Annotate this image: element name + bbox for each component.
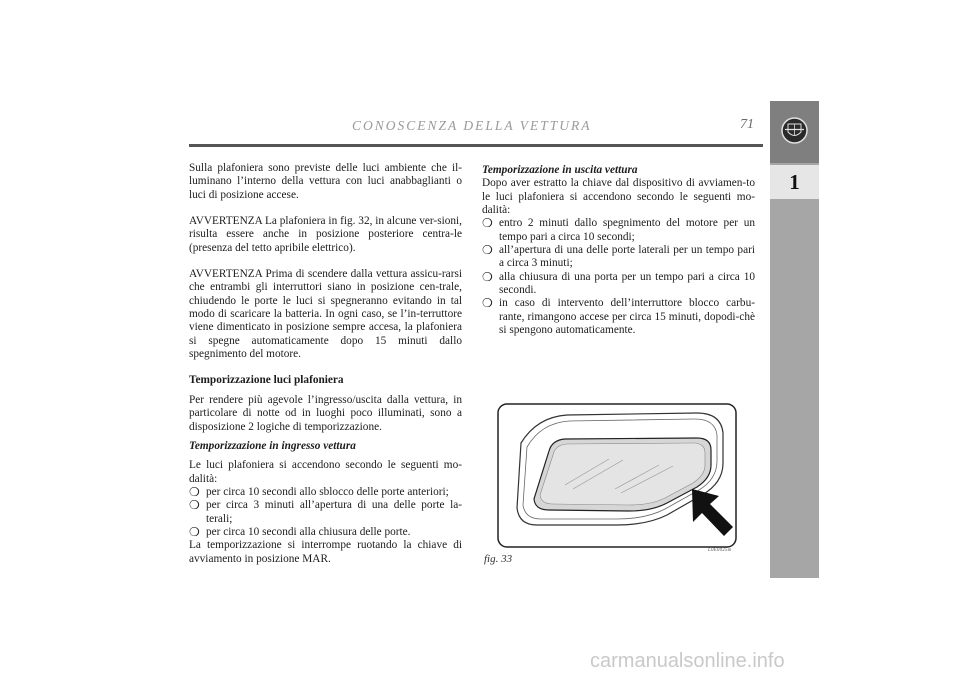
bullet-icon: ❍ — [482, 296, 493, 311]
right-column — [482, 164, 755, 337]
left-column — [189, 162, 462, 566]
chapter-number: 1 — [770, 165, 819, 199]
page-number: 71 — [740, 117, 754, 132]
logo-box — [770, 101, 819, 163]
figure-code: L0E0025m — [708, 548, 732, 553]
paragraph: Le luci plafoniera si accendono secondo le seguenti mo-dalità: — [189, 459, 462, 485]
page-header-title: CONOSCENZA DELLA VETTURA — [352, 118, 592, 133]
paragraph: Per rendere più agevole l’ingresso/uscita dalla vettura, in particolare di notte od in luoghi poco illuminati, sono a disposizione 2 logiche di temporizzazione. — [189, 393, 462, 433]
list-item — [482, 297, 755, 337]
list-item-text: in caso di intervento dell’interruttore blocco carbu-rante, rimangono accese per circa 15 minuti, dopodi-chè si spengono automaticamente. — [499, 297, 755, 337]
figure-illustration — [497, 403, 737, 548]
list-item-text: entro 2 minuti dallo spegnimento del motore per un tempo pari a circa 10 secondi; — [499, 217, 755, 243]
list-item — [482, 244, 755, 271]
list-item-text: per circa 10 secondi allo sblocco delle porte anteriori; — [206, 485, 449, 498]
subsection-heading: Temporizzazione in ingresso vettura — [189, 439, 356, 452]
chapter-side-tab — [770, 101, 819, 578]
section-heading: Temporizzazione luci plafoniera — [189, 374, 344, 387]
paragraph: Dopo aver estratto la chiave dal dispositivo di avviamen-to le luci plafoniera si accendono secondo le seguenti mo-dalità: — [482, 177, 755, 217]
list-item-text: all’apertura di una delle porte laterali per un tempo pari a circa 3 minuti; — [499, 244, 755, 270]
list-item — [482, 271, 755, 298]
subsection-heading: Temporizzazione in uscita vettura — [482, 164, 638, 176]
list-item — [482, 217, 755, 244]
bullet-icon: ❍ — [189, 484, 200, 499]
list-item-text: alla chiusura di una porta per un tempo pari a circa 10 secondi. — [499, 270, 755, 297]
list-item-text: per circa 10 secondi alla chiusura delle porte. — [206, 525, 411, 538]
lancia-shield-icon — [781, 117, 808, 144]
list-item — [189, 486, 462, 499]
bullet-icon: ❍ — [482, 243, 493, 258]
bullet-icon: ❍ — [482, 216, 493, 231]
warning-paragraph: AVVERTENZA La plafoniera in fig. 32, in alcune ver-sioni, risulta essere anche in posizione posteriore centra-le (presenza del tetto apribile elettrico). — [189, 215, 462, 254]
paragraph: La temporizzazione si interrompe ruotando la chiave di avviamento in posizione MAR. — [189, 539, 462, 565]
bullet-icon: ❍ — [482, 269, 493, 284]
figure-caption: fig. 33 — [484, 553, 513, 565]
list-item — [189, 499, 462, 526]
bullet-icon: ❍ — [189, 524, 200, 539]
paragraph: Sulla plafoniera sono previste delle luci ambiente che il-luminano l’interno della vettura con luci anabbaglianti o luci di posizione accese. — [189, 162, 462, 201]
bullet-icon: ❍ — [189, 498, 200, 513]
list-item-text: per circa 3 minuti all’apertura di una delle porte la-terali; — [206, 499, 462, 525]
header-rule — [189, 144, 763, 147]
list-item — [189, 526, 462, 539]
watermark: carmanualsonline.info — [590, 650, 785, 672]
warning-paragraph: AVVERTENZA Prima di scendere dalla vettura assicu-rarsi che entrambi gli interruttori siano in posizione cen-trale, chiudendo le porte le luci si spegneranno evitando in tal modo di scaricare la batteria. In ogni caso, se l’in-terruttore viene dimenticato in posizione sempre accesa, la plafoniera si spegne automaticamente dopo 15 minuti dallo spegnimento del motore. — [189, 268, 462, 361]
